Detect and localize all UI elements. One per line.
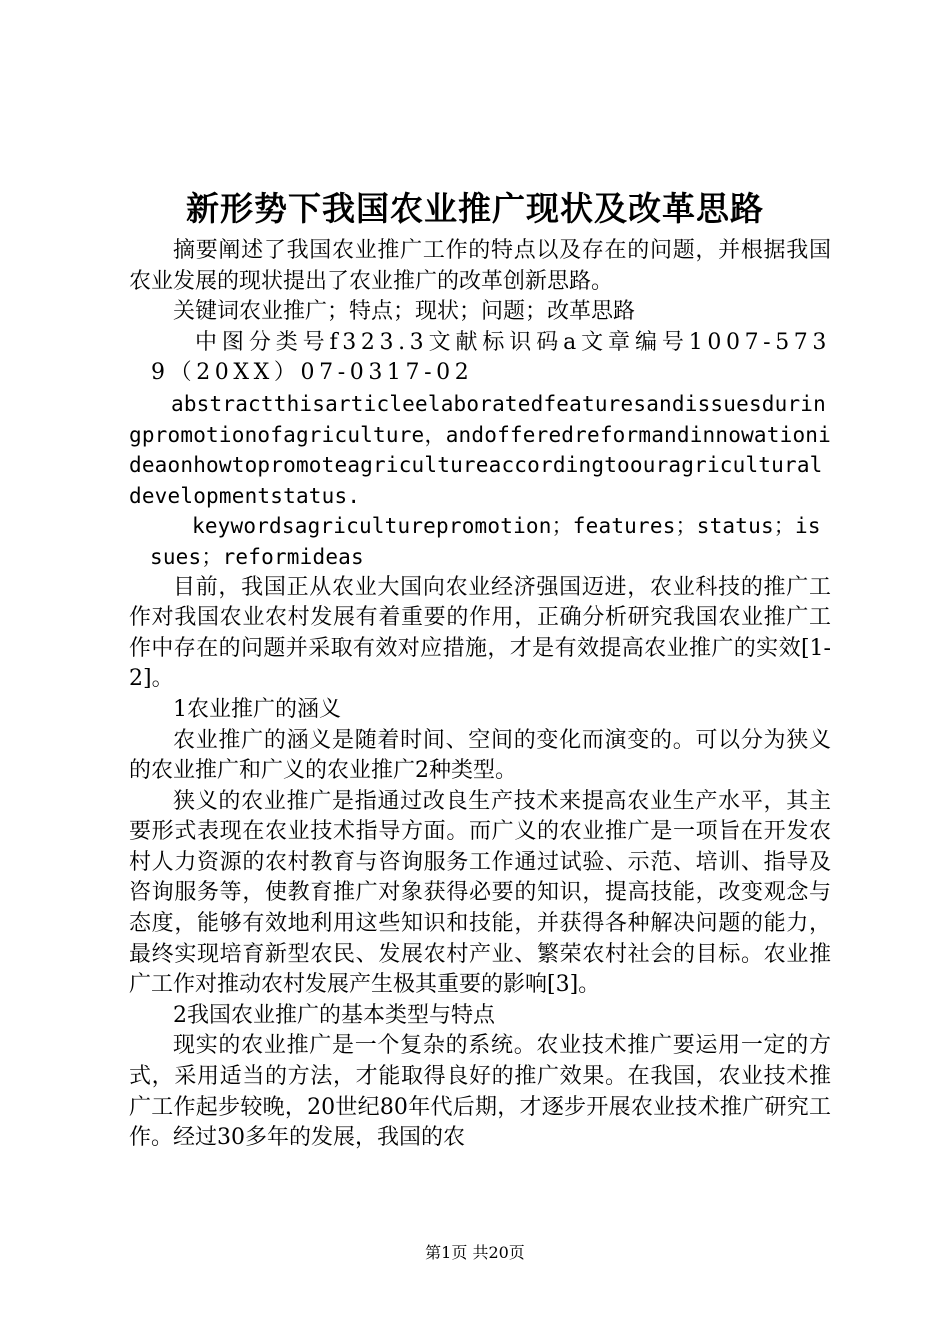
body-paragraph: 农业推广的涵义是随着时间、空间的变化而演变的。可以分为狭义的农业推广和广义的农业推广2种类型。 — [129, 727, 831, 784]
page-footer: 第1页 共20页 — [425, 1243, 525, 1262]
classification-paragraph: 中图分类号f323.3文献标识码a文章编号1007-5739（20XX）07-0317-02 — [151, 329, 831, 386]
body-paragraph: 现实的农业推广是一个复杂的系统。农业技术推广要运用一定的方式，采用适当的方法，才能取得良好的推广效果。在我国，农业技术推广工作起步较晚，20世纪80年代后期，才逐步开展农业技术推广研究工作。经过30多年的发展，我国的农 — [129, 1033, 831, 1151]
english-keywords-paragraph: keywordsagriculturepromotion；features；status；issues；reformideas — [150, 514, 821, 569]
english-abstract-paragraph: abstractthisarticleelaboratedfeaturesandissuesduringpromotionofagriculture，andofferedreformandinnowationideaonhowtopromoteagricultureaccordingtoouragriculturaldevelopmentstatus. — [129, 391, 831, 508]
abstract-paragraph: 摘要阐述了我国农业推广工作的特点以及存在的问题，并根据我国农业发展的现状提出了农业推广的改革创新思路。 — [129, 238, 831, 294]
document-body — [129, 236, 831, 1154]
body-paragraph: 狭义的农业推广是指通过改良生产技术来提高农业生产水平，其主要形式表现在农业技术指导方面。而广义的农业推广是一项旨在开发农村人力资源的农村教育与咨询服务工作通过试验、示范、培训、指导及咨询服务等，使教育推广对象获得必要的知识，提高技能，改变观念与态度，能够有效地利用这些知识和技能，并获得各种解决问题的能力，最终实现培育新型农民、发展农村产业、繁荣农村社会的目标。农业推广工作对推动农村发展产生极其重要的影响[3]。 — [129, 788, 831, 998]
intro-paragraph: 目前，我国正从农业大国向农业经济强国迈进，农业科技的推广工作对我国农业农村发展有着重要的作用，正确分析研究我国农业推广工作中存在的问题并采取有效对应措施，才是有效提高农业推广的实效[1-2]。 — [129, 574, 831, 692]
section-heading-1: 1农业推广的涵义 — [173, 696, 341, 722]
keywords-paragraph: 关键词农业推广；特点；现状；问题；改革思路 — [173, 299, 636, 325]
section-heading-2: 2我国农业推广的基本类型与特点 — [173, 1002, 495, 1028]
document-title: 新形势下我国农业推广现状及改革思路 — [186, 189, 764, 228]
